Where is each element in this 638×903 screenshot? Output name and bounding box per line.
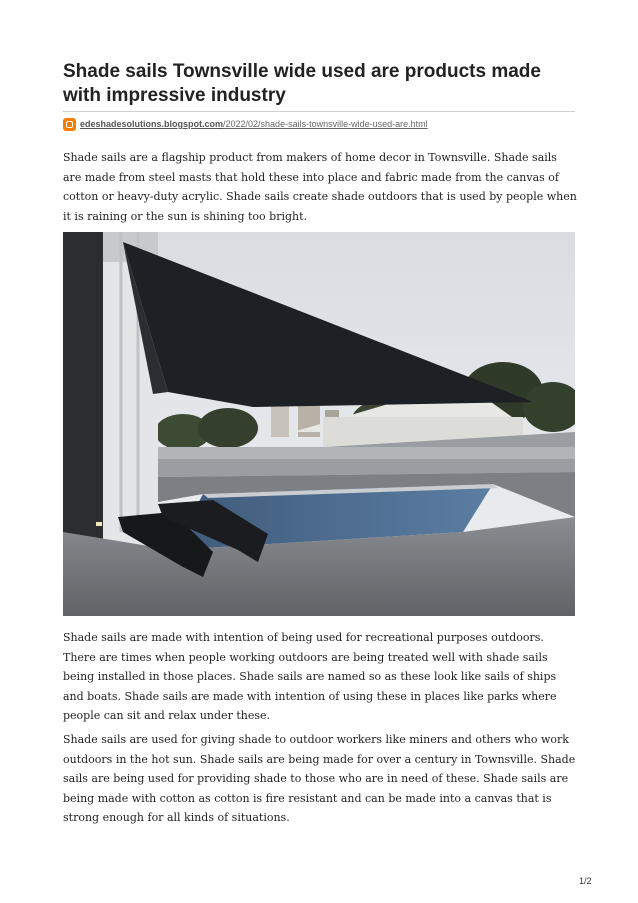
source-line [63,116,428,132]
page-number: 1/2 [579,876,592,886]
source-domain-link[interactable]: edeshadesolutions.blogspot.com [80,119,224,129]
shade-sail-pool-photo [63,232,575,616]
source-path-link[interactable]: /2022/02/shade-sails-townsville-wide-used-are.html [223,119,428,129]
title-divider [63,111,575,112]
paragraph-2: Shade sails are made with intention of being used for recreational purposes outdoors. There are times when people working outdoors are being treated well with shade sails being installed in those places. Shade sails are named so as these look like sails of ships and boats. Shade sails are made with intention of using these in places like parks where people can sit and relax under these. [63,631,557,722]
article-title: Shade sails Townsville wide used are products made with impressive industry [63,61,541,106]
blogger-icon [63,118,76,131]
paragraph-1: Shade sails are a flagship product from makers of home decor in Townsville. Shade sails are made from steel masts that hold these into place and fabric made from the canvas of cotton or heavy-duty acrylic. Shade sails create shade outdoors that is used by people when it is raining or the sun is shining too bright. [63,151,577,223]
paragraph-3: Shade sails are used for giving shade to outdoor workers like miners and others who work outdoors in the hot sun. Shade sails are being made for over a century in Townsville. Shade sails are being used for providing shade to those who are in need of these. Shade sails are being made with cotton as cotton is fire resistant and can be made into a canvas that is strong enough for all kinds of situations. [63,733,576,824]
